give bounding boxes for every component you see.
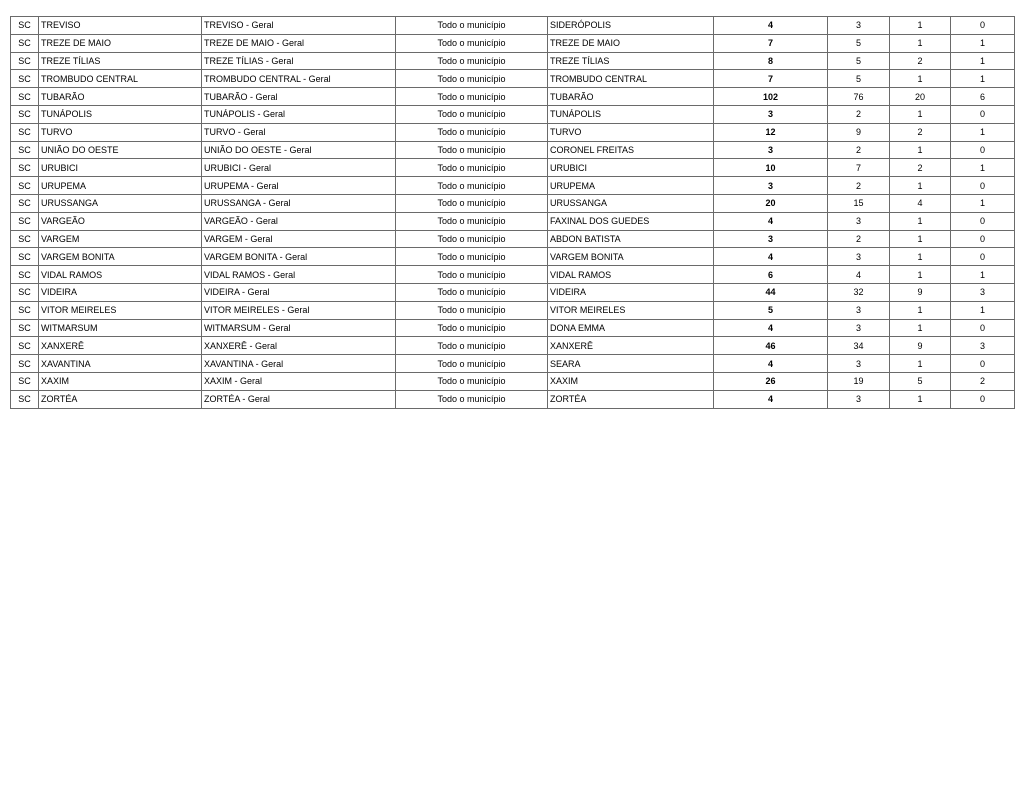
state-cell: SC bbox=[11, 301, 39, 319]
count-a-cell: 2 bbox=[828, 105, 890, 123]
municipality-cell: WITMARSUM bbox=[39, 319, 202, 337]
count-c-cell: 1 bbox=[951, 52, 1015, 70]
count-c-cell: 0 bbox=[951, 355, 1015, 373]
coverage-cell: Todo o município bbox=[396, 212, 548, 230]
table-row bbox=[11, 355, 1015, 373]
count-b-cell: 1 bbox=[890, 301, 951, 319]
coverage-cell: Todo o município bbox=[396, 70, 548, 88]
coverage-cell: Todo o município bbox=[396, 194, 548, 212]
unit-cell: VITOR MEIRELES - Geral bbox=[202, 301, 396, 319]
count-c-cell: 3 bbox=[951, 337, 1015, 355]
total-cell: 4 bbox=[714, 248, 828, 266]
seat-cell: VARGEM BONITA bbox=[548, 248, 714, 266]
count-b-cell: 4 bbox=[890, 194, 951, 212]
coverage-cell: Todo o município bbox=[396, 123, 548, 141]
unit-cell: VIDAL RAMOS - Geral bbox=[202, 266, 396, 284]
count-a-cell: 34 bbox=[828, 337, 890, 355]
count-a-cell: 3 bbox=[828, 390, 890, 408]
seat-cell: XANXERÊ bbox=[548, 337, 714, 355]
unit-cell: URUBICI - Geral bbox=[202, 159, 396, 177]
total-cell: 4 bbox=[714, 319, 828, 337]
count-c-cell: 2 bbox=[951, 372, 1015, 390]
unit-cell: TUBARÃO - Geral bbox=[202, 88, 396, 106]
table-row bbox=[11, 230, 1015, 248]
state-cell: SC bbox=[11, 141, 39, 159]
seat-cell: TREZE TÍLIAS bbox=[548, 52, 714, 70]
state-cell: SC bbox=[11, 248, 39, 266]
state-cell: SC bbox=[11, 159, 39, 177]
coverage-cell: Todo o município bbox=[396, 337, 548, 355]
count-a-cell: 5 bbox=[828, 34, 890, 52]
state-cell: SC bbox=[11, 372, 39, 390]
count-b-cell: 2 bbox=[890, 52, 951, 70]
municipality-cell: ZORTÉA bbox=[39, 390, 202, 408]
data-table bbox=[10, 16, 1015, 409]
unit-cell: TREZE TÍLIAS - Geral bbox=[202, 52, 396, 70]
coverage-cell: Todo o município bbox=[396, 319, 548, 337]
state-cell: SC bbox=[11, 194, 39, 212]
count-b-cell: 1 bbox=[890, 212, 951, 230]
table-row bbox=[11, 212, 1015, 230]
total-cell: 7 bbox=[714, 70, 828, 88]
count-c-cell: 0 bbox=[951, 105, 1015, 123]
municipality-cell: XAXIM bbox=[39, 372, 202, 390]
count-a-cell: 9 bbox=[828, 123, 890, 141]
municipality-cell: TREVISO bbox=[39, 17, 202, 35]
coverage-cell: Todo o município bbox=[396, 390, 548, 408]
count-c-cell: 0 bbox=[951, 390, 1015, 408]
count-b-cell: 1 bbox=[890, 105, 951, 123]
unit-cell: URUPEMA - Geral bbox=[202, 177, 396, 195]
seat-cell: TREZE DE MAIO bbox=[548, 34, 714, 52]
count-b-cell: 1 bbox=[890, 248, 951, 266]
total-cell: 6 bbox=[714, 266, 828, 284]
count-b-cell: 1 bbox=[890, 34, 951, 52]
total-cell: 102 bbox=[714, 88, 828, 106]
seat-cell: VIDAL RAMOS bbox=[548, 266, 714, 284]
coverage-cell: Todo o município bbox=[396, 141, 548, 159]
count-b-cell: 20 bbox=[890, 88, 951, 106]
seat-cell: VITOR MEIRELES bbox=[548, 301, 714, 319]
count-a-cell: 2 bbox=[828, 177, 890, 195]
unit-cell: XAXIM - Geral bbox=[202, 372, 396, 390]
table-row bbox=[11, 194, 1015, 212]
municipality-cell: TUBARÃO bbox=[39, 88, 202, 106]
coverage-cell: Todo o município bbox=[396, 105, 548, 123]
count-a-cell: 3 bbox=[828, 248, 890, 266]
table-row bbox=[11, 105, 1015, 123]
total-cell: 4 bbox=[714, 212, 828, 230]
count-c-cell: 1 bbox=[951, 123, 1015, 141]
municipality-cell: VITOR MEIRELES bbox=[39, 301, 202, 319]
seat-cell: XAXIM bbox=[548, 372, 714, 390]
count-a-cell: 3 bbox=[828, 17, 890, 35]
seat-cell: TUNÁPOLIS bbox=[548, 105, 714, 123]
table-row bbox=[11, 390, 1015, 408]
coverage-cell: Todo o município bbox=[396, 266, 548, 284]
state-cell: SC bbox=[11, 319, 39, 337]
table-row bbox=[11, 88, 1015, 106]
table-row bbox=[11, 17, 1015, 35]
municipality-cell: UNIÃO DO OESTE bbox=[39, 141, 202, 159]
table-row bbox=[11, 159, 1015, 177]
table-row bbox=[11, 319, 1015, 337]
count-b-cell: 1 bbox=[890, 230, 951, 248]
coverage-cell: Todo o município bbox=[396, 372, 548, 390]
coverage-cell: Todo o município bbox=[396, 283, 548, 301]
state-cell: SC bbox=[11, 390, 39, 408]
total-cell: 10 bbox=[714, 159, 828, 177]
total-cell: 3 bbox=[714, 177, 828, 195]
unit-cell: UNIÃO DO OESTE - Geral bbox=[202, 141, 396, 159]
state-cell: SC bbox=[11, 283, 39, 301]
coverage-cell: Todo o município bbox=[396, 52, 548, 70]
coverage-cell: Todo o município bbox=[396, 230, 548, 248]
state-cell: SC bbox=[11, 266, 39, 284]
total-cell: 4 bbox=[714, 390, 828, 408]
count-a-cell: 5 bbox=[828, 70, 890, 88]
state-cell: SC bbox=[11, 52, 39, 70]
count-c-cell: 1 bbox=[951, 70, 1015, 88]
count-a-cell: 2 bbox=[828, 141, 890, 159]
total-cell: 7 bbox=[714, 34, 828, 52]
state-cell: SC bbox=[11, 123, 39, 141]
count-a-cell: 4 bbox=[828, 266, 890, 284]
count-a-cell: 19 bbox=[828, 372, 890, 390]
count-a-cell: 76 bbox=[828, 88, 890, 106]
total-cell: 4 bbox=[714, 355, 828, 373]
municipality-cell: VARGEÃO bbox=[39, 212, 202, 230]
count-c-cell: 1 bbox=[951, 34, 1015, 52]
total-cell: 5 bbox=[714, 301, 828, 319]
count-a-cell: 7 bbox=[828, 159, 890, 177]
municipality-cell: URUBICI bbox=[39, 159, 202, 177]
state-cell: SC bbox=[11, 17, 39, 35]
unit-cell: XANXERÊ - Geral bbox=[202, 337, 396, 355]
unit-cell: TROMBUDO CENTRAL - Geral bbox=[202, 70, 396, 88]
table-row bbox=[11, 248, 1015, 266]
municipality-cell: URUPEMA bbox=[39, 177, 202, 195]
seat-cell: DONA EMMA bbox=[548, 319, 714, 337]
municipality-cell: VIDEIRA bbox=[39, 283, 202, 301]
coverage-cell: Todo o município bbox=[396, 355, 548, 373]
state-cell: SC bbox=[11, 212, 39, 230]
seat-cell: TURVO bbox=[548, 123, 714, 141]
seat-cell: TROMBUDO CENTRAL bbox=[548, 70, 714, 88]
coverage-cell: Todo o município bbox=[396, 301, 548, 319]
municipality-cell: TREZE DE MAIO bbox=[39, 34, 202, 52]
coverage-cell: Todo o município bbox=[396, 34, 548, 52]
count-b-cell: 1 bbox=[890, 17, 951, 35]
state-cell: SC bbox=[11, 230, 39, 248]
count-c-cell: 1 bbox=[951, 266, 1015, 284]
count-b-cell: 5 bbox=[890, 372, 951, 390]
state-cell: SC bbox=[11, 70, 39, 88]
unit-cell: URUSSANGA - Geral bbox=[202, 194, 396, 212]
count-b-cell: 2 bbox=[890, 123, 951, 141]
municipality-cell: XAVANTINA bbox=[39, 355, 202, 373]
seat-cell: SEARA bbox=[548, 355, 714, 373]
count-c-cell: 0 bbox=[951, 141, 1015, 159]
total-cell: 12 bbox=[714, 123, 828, 141]
coverage-cell: Todo o município bbox=[396, 248, 548, 266]
table-body bbox=[11, 17, 1015, 409]
seat-cell: VIDEIRA bbox=[548, 283, 714, 301]
seat-cell: SIDERÓPOLIS bbox=[548, 17, 714, 35]
count-b-cell: 1 bbox=[890, 70, 951, 88]
table-row bbox=[11, 337, 1015, 355]
coverage-cell: Todo o município bbox=[396, 159, 548, 177]
coverage-cell: Todo o município bbox=[396, 88, 548, 106]
table-row bbox=[11, 34, 1015, 52]
total-cell: 4 bbox=[714, 17, 828, 35]
count-a-cell: 2 bbox=[828, 230, 890, 248]
unit-cell: VARGEM - Geral bbox=[202, 230, 396, 248]
municipality-cell: VARGEM bbox=[39, 230, 202, 248]
count-b-cell: 9 bbox=[890, 283, 951, 301]
municipality-cell: XANXERÊ bbox=[39, 337, 202, 355]
unit-cell: WITMARSUM - Geral bbox=[202, 319, 396, 337]
unit-cell: XAVANTINA - Geral bbox=[202, 355, 396, 373]
unit-cell: TURVO - Geral bbox=[202, 123, 396, 141]
municipality-cell: TROMBUDO CENTRAL bbox=[39, 70, 202, 88]
seat-cell: TUBARÃO bbox=[548, 88, 714, 106]
count-a-cell: 3 bbox=[828, 301, 890, 319]
state-cell: SC bbox=[11, 105, 39, 123]
unit-cell: TREZE DE MAIO - Geral bbox=[202, 34, 396, 52]
count-c-cell: 1 bbox=[951, 301, 1015, 319]
unit-cell: TREVISO - Geral bbox=[202, 17, 396, 35]
table-row bbox=[11, 141, 1015, 159]
count-a-cell: 32 bbox=[828, 283, 890, 301]
table-row bbox=[11, 70, 1015, 88]
count-b-cell: 1 bbox=[890, 266, 951, 284]
count-a-cell: 3 bbox=[828, 212, 890, 230]
count-c-cell: 1 bbox=[951, 194, 1015, 212]
coverage-cell: Todo o município bbox=[396, 17, 548, 35]
count-a-cell: 5 bbox=[828, 52, 890, 70]
municipality-cell: TURVO bbox=[39, 123, 202, 141]
unit-cell: VARGEÃO - Geral bbox=[202, 212, 396, 230]
state-cell: SC bbox=[11, 337, 39, 355]
total-cell: 46 bbox=[714, 337, 828, 355]
count-c-cell: 0 bbox=[951, 230, 1015, 248]
count-c-cell: 0 bbox=[951, 319, 1015, 337]
count-b-cell: 1 bbox=[890, 141, 951, 159]
count-c-cell: 0 bbox=[951, 212, 1015, 230]
state-cell: SC bbox=[11, 177, 39, 195]
municipality-cell: TUNÁPOLIS bbox=[39, 105, 202, 123]
count-b-cell: 1 bbox=[890, 177, 951, 195]
count-a-cell: 15 bbox=[828, 194, 890, 212]
count-a-cell: 3 bbox=[828, 355, 890, 373]
total-cell: 3 bbox=[714, 230, 828, 248]
table-row bbox=[11, 266, 1015, 284]
municipality-cell: TREZE TÍLIAS bbox=[39, 52, 202, 70]
seat-cell: URUSSANGA bbox=[548, 194, 714, 212]
seat-cell: FAXINAL DOS GUEDES bbox=[548, 212, 714, 230]
coverage-cell: Todo o município bbox=[396, 177, 548, 195]
total-cell: 20 bbox=[714, 194, 828, 212]
total-cell: 8 bbox=[714, 52, 828, 70]
count-c-cell: 3 bbox=[951, 283, 1015, 301]
table-row bbox=[11, 123, 1015, 141]
count-b-cell: 2 bbox=[890, 159, 951, 177]
count-c-cell: 1 bbox=[951, 159, 1015, 177]
unit-cell: ZORTÉA - Geral bbox=[202, 390, 396, 408]
state-cell: SC bbox=[11, 88, 39, 106]
count-b-cell: 1 bbox=[890, 390, 951, 408]
total-cell: 3 bbox=[714, 105, 828, 123]
count-c-cell: 0 bbox=[951, 17, 1015, 35]
total-cell: 26 bbox=[714, 372, 828, 390]
count-c-cell: 6 bbox=[951, 88, 1015, 106]
table-row bbox=[11, 52, 1015, 70]
total-cell: 44 bbox=[714, 283, 828, 301]
unit-cell: VARGEM BONITA - Geral bbox=[202, 248, 396, 266]
table-row bbox=[11, 372, 1015, 390]
count-b-cell: 1 bbox=[890, 355, 951, 373]
municipality-cell: VIDAL RAMOS bbox=[39, 266, 202, 284]
table-row bbox=[11, 177, 1015, 195]
municipality-cell: VARGEM BONITA bbox=[39, 248, 202, 266]
seat-cell: URUPEMA bbox=[548, 177, 714, 195]
state-cell: SC bbox=[11, 34, 39, 52]
table-row bbox=[11, 301, 1015, 319]
state-cell: SC bbox=[11, 355, 39, 373]
count-c-cell: 0 bbox=[951, 177, 1015, 195]
count-b-cell: 1 bbox=[890, 319, 951, 337]
count-b-cell: 9 bbox=[890, 337, 951, 355]
count-a-cell: 3 bbox=[828, 319, 890, 337]
seat-cell: URUBICI bbox=[548, 159, 714, 177]
count-c-cell: 0 bbox=[951, 248, 1015, 266]
municipality-cell: URUSSANGA bbox=[39, 194, 202, 212]
unit-cell: TUNÁPOLIS - Geral bbox=[202, 105, 396, 123]
table-row bbox=[11, 283, 1015, 301]
seat-cell: CORONEL FREITAS bbox=[548, 141, 714, 159]
total-cell: 3 bbox=[714, 141, 828, 159]
seat-cell: ABDON BATISTA bbox=[548, 230, 714, 248]
unit-cell: VIDEIRA - Geral bbox=[202, 283, 396, 301]
seat-cell: ZORTÉA bbox=[548, 390, 714, 408]
